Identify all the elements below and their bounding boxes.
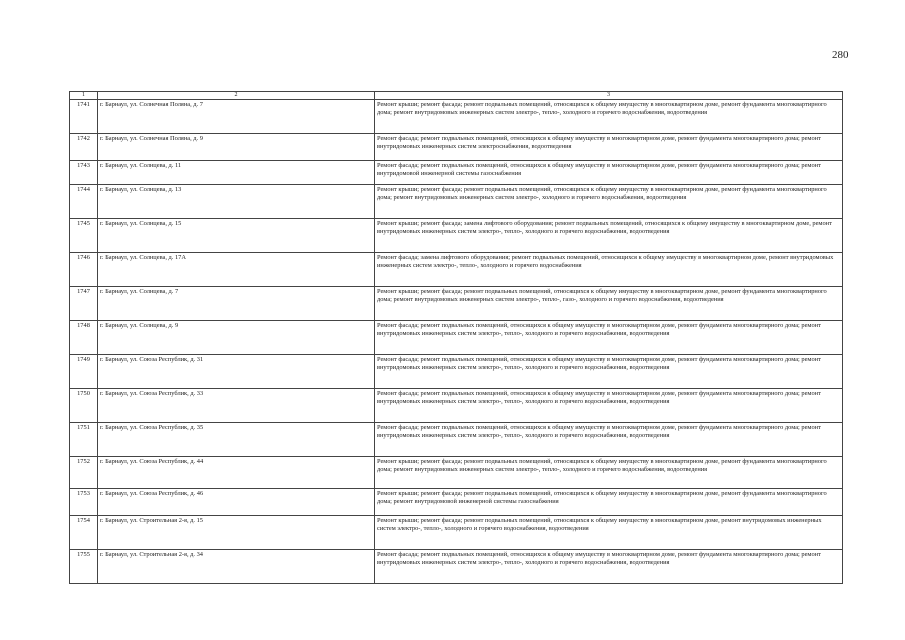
row-number: 1746 [70, 253, 98, 287]
row-address: г. Барнаул, ул. Строительная 2-я, д. 34 [98, 550, 375, 584]
row-repair-works: Ремонт крыши; ремонт фасада; ремонт подвальных помещений, относящихся к общему имуществу в многоквартирном доме, ремонт фундамента многоквартирного дома; ремонт внутридомовой инженерной системы газоснабжения [375, 489, 843, 516]
row-number: 1747 [70, 287, 98, 321]
row-number: 1742 [70, 134, 98, 161]
table-row [70, 321, 843, 355]
table-row [70, 134, 843, 161]
table-row [70, 457, 843, 489]
header-col-works: 3 [375, 92, 843, 100]
row-repair-works: Ремонт фасада; ремонт подвальных помещений, относящихся к общему имуществу в многоквартирном доме, ремонт фундамента многоквартирного дома; ремонт внутридомовых инженерных систем электро-, тепло-, холодного и горячего водоснабжения, водоотведения [375, 321, 843, 355]
row-number: 1755 [70, 550, 98, 584]
table-body [70, 100, 843, 584]
row-number: 1744 [70, 185, 98, 219]
table-row [70, 219, 843, 253]
row-address: г. Барнаул, ул. Солнцева, д. 9 [98, 321, 375, 355]
row-number: 1741 [70, 100, 98, 134]
table-row [70, 287, 843, 321]
repair-registry-table [69, 91, 843, 584]
row-repair-works: Ремонт крыши; ремонт фасада; ремонт подвальных помещений, относящихся к общему имуществу в многоквартирном доме, ремонт фундамента многоквартирного дома; ремонт внутридомовых инженерных систем электро-, холодного и горячего водоснабжения, водоотведения [375, 185, 843, 219]
table-row [70, 516, 843, 550]
table-row [70, 185, 843, 219]
table-row [70, 489, 843, 516]
row-address: г. Барнаул, ул. Союза Республик, д. 31 [98, 355, 375, 389]
row-repair-works: Ремонт крыши; ремонт фасада; замена лифтового оборудования; ремонт подвальных помещений, относящихся к общему имуществу в многоквартирном доме, ремонт внутридомовых инженерных систем электро-, тепло-, холодного и горячего водоснабжения, водоотведения [375, 219, 843, 253]
row-address: г. Барнаул, ул. Строительная 2-я, д. 15 [98, 516, 375, 550]
row-repair-works: Ремонт фасада; замена лифтового оборудования; ремонт подвальных помещений, относящихся к общему имуществу в многоквартирном доме, ремонт внутридомовых инженерных систем электро-, тепло-, холодного и горячего водоснабжения [375, 253, 843, 287]
table-row [70, 423, 843, 457]
row-number: 1748 [70, 321, 98, 355]
table-header-row [70, 92, 843, 100]
row-number: 1752 [70, 457, 98, 489]
page-number: 280 [832, 49, 849, 61]
table-row [70, 253, 843, 287]
table-row [70, 100, 843, 134]
row-address: г. Барнаул, ул. Союза Республик, д. 33 [98, 389, 375, 423]
row-number: 1743 [70, 161, 98, 185]
row-address: г. Барнаул, ул. Солнцева, д. 11 [98, 161, 375, 185]
row-repair-works: Ремонт крыши; ремонт фасада; ремонт подвальных помещений, относящихся к общему имуществу в многоквартирном доме, ремонт внутридомовых инженерных систем электро-, тепло-, холодного и горячего водоснабжения, водоотведения [375, 516, 843, 550]
row-number: 1750 [70, 389, 98, 423]
table-row [70, 355, 843, 389]
row-repair-works: Ремонт фасада; ремонт подвальных помещений, относящихся к общему имуществу в многоквартирном доме, ремонт фундамента многоквартирного дома; ремонт внутридомовых инженерных систем электроснабжения, водоотведения [375, 134, 843, 161]
row-address: г. Барнаул, ул. Солнцева, д. 15 [98, 219, 375, 253]
row-repair-works: Ремонт фасада; ремонт подвальных помещений, относящихся к общему имуществу в многоквартирном доме, ремонт фундамента многоквартирного дома; ремонт внутридомовой инженерной системы газоснабжения [375, 161, 843, 185]
row-repair-works: Ремонт фасада; ремонт подвальных помещений, относящихся к общему имуществу в многоквартирном доме, ремонт фундамента многоквартирного дома; ремонт внутридомовых инженерных систем электро-, тепло-, холодного и горячего водоснабжения, водоотведения [375, 355, 843, 389]
row-repair-works: Ремонт фасада; ремонт подвальных помещений, относящихся к общему имуществу в многоквартирном доме, ремонт фундамента многоквартирного дома; ремонт внутридомовых инженерных систем электро-, тепло-, холодного и горячего водоснабжения, водоотведения [375, 389, 843, 423]
row-number: 1751 [70, 423, 98, 457]
row-address: г. Барнаул, ул. Солнечная Поляна, д. 7 [98, 100, 375, 134]
row-address: г. Барнаул, ул. Союза Республик, д. 46 [98, 489, 375, 516]
row-number: 1745 [70, 219, 98, 253]
row-repair-works: Ремонт крыши; ремонт фасада; ремонт подвальных помещений, относящихся к общему имуществу в многоквартирном доме, ремонт фундамента многоквартирного дома; ремонт внутридомовых инженерных систем электро-, тепло-, холодного и горячего водоснабжения, водоотведения [375, 457, 843, 489]
row-repair-works: Ремонт фасада; ремонт подвальных помещений, относящихся к общему имуществу в многоквартирном доме, ремонт фундамента многоквартирного дома; ремонт внутридомовых инженерных систем электро-, тепло-, холодного и горячего водоснабжения, водоотведения [375, 550, 843, 584]
row-address: г. Барнаул, ул. Солнечная Поляна, д. 9 [98, 134, 375, 161]
row-number: 1754 [70, 516, 98, 550]
row-repair-works: Ремонт крыши; ремонт фасада; ремонт подвальных помещений, относящихся к общему имуществу в многоквартирном доме, ремонт фундамента многоквартирного дома; ремонт внутридомовых инженерных систем электро-, тепло-, холодного и горячего водоснабжения, водоотведения [375, 100, 843, 134]
row-address: г. Барнаул, ул. Солнцева, д. 17А [98, 253, 375, 287]
row-repair-works: Ремонт крыши; ремонт фасада; ремонт подвальных помещений, относящихся к общему имуществу в многоквартирном доме, ремонт фундамента многоквартирного дома; ремонт внутридомовых инженерных систем электро-, тепло-, газо-, холодного и горячего водоснабжения, водоотведения [375, 287, 843, 321]
header-col-number: 1 [70, 92, 98, 100]
row-address: г. Барнаул, ул. Союза Республик, д. 35 [98, 423, 375, 457]
table-row [70, 389, 843, 423]
row-repair-works: Ремонт фасада; ремонт подвальных помещений, относящихся к общему имуществу в многоквартирном доме, ремонт фундамента многоквартирного дома; ремонт внутридомовых инженерных систем электро-, тепло-, холодного и горячего водоснабжения, водоотведения [375, 423, 843, 457]
header-col-address: 2 [98, 92, 375, 100]
row-address: г. Барнаул, ул. Союза Республик, д. 44 [98, 457, 375, 489]
row-address: г. Барнаул, ул. Солнцева, д. 13 [98, 185, 375, 219]
row-number: 1749 [70, 355, 98, 389]
row-number: 1753 [70, 489, 98, 516]
row-address: г. Барнаул, ул. Солнцева, д. 7 [98, 287, 375, 321]
table-row [70, 161, 843, 185]
table-row [70, 550, 843, 584]
